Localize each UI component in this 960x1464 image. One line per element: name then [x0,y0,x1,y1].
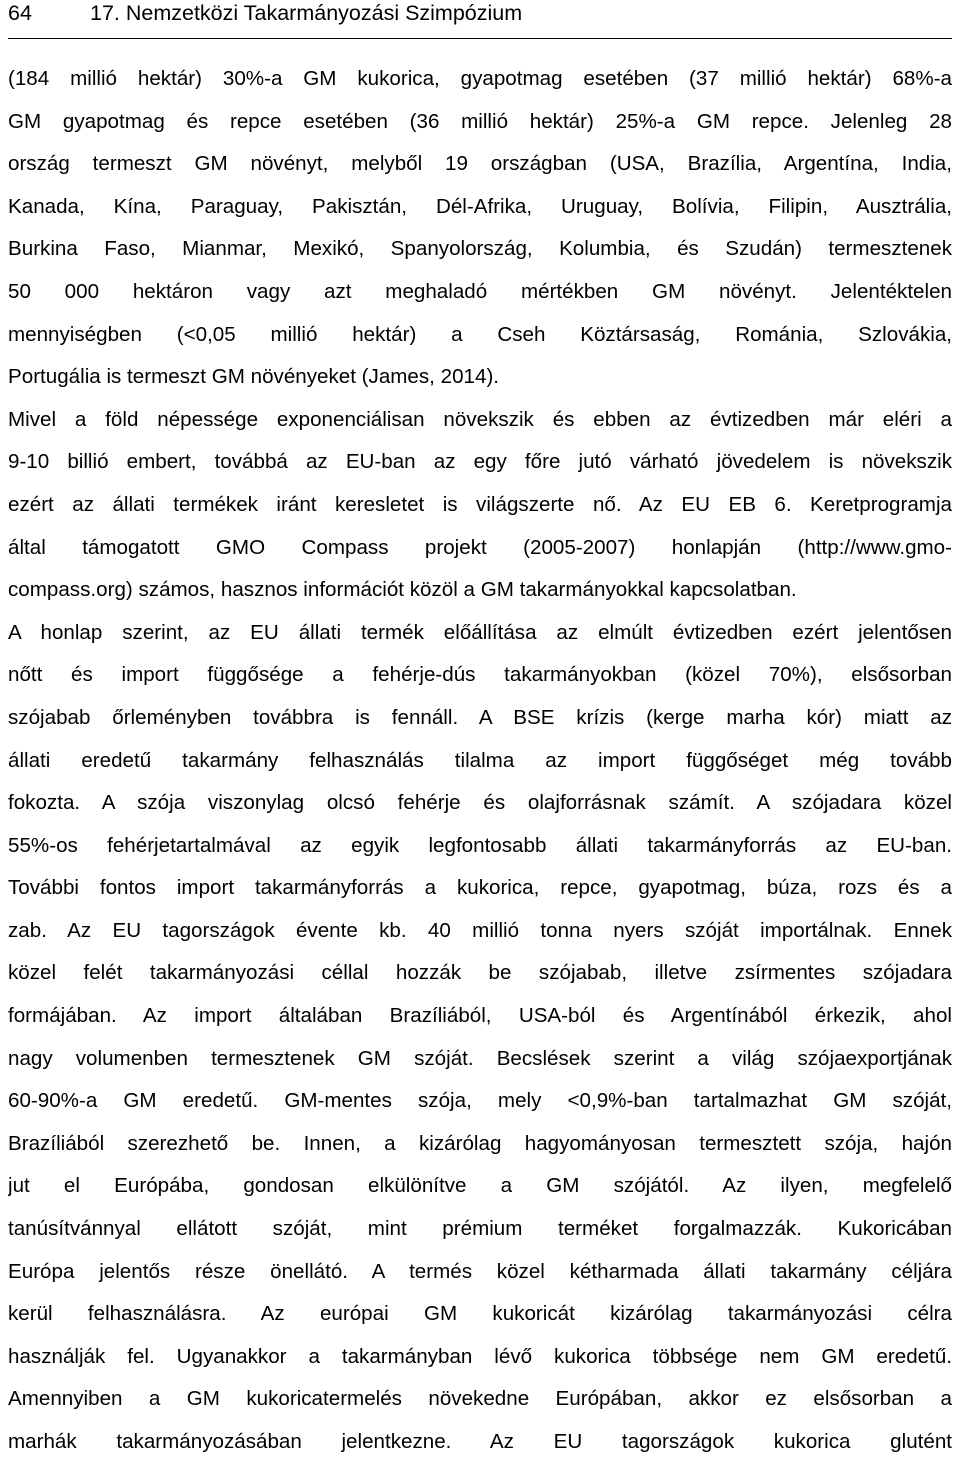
text-line: mennyiségben (<0,05 millió hektár) a Cseh Köztársaság, Románia, Szlovákia, [8,322,952,346]
text-line: kerül felhasználásra. Az európai GM kukoricát kizárólag takarmányozási célra [8,1302,952,1326]
text-line: ezért az állati termékek iránt keresletet is világszerte nő. Az EU EB 6. Keretprogramja [8,492,952,516]
text-line: formájában. Az import általában Brazíliából, USA-ból és Argentínából érkezik, ahol [8,1004,952,1028]
text-line: ország termeszt GM növényt, melyből 19 országban (USA, Brazília, Argentína, India, [8,152,952,176]
text-line: fokozta. A szója viszonylag olcsó fehérje és olajforrásnak számít. A szójadara közel [8,791,952,815]
running-title: 17. Nemzetközi Takarmányozási Szimpózium [90,1,523,25]
text-line: Európa jelentős része önellátó. A termés közel kétharmada állati takarmány céljára [8,1259,952,1283]
text-line: jut el Európába, gondosan elkülönítve a GM szójától. Az ilyen, megfelelő [8,1174,952,1198]
text-line: 9-10 billió embert, továbbá az EU-ban az egy főre jutó várható jövedelem is növekszik [8,450,952,474]
text-line: állati eredetű takarmány felhasználás tilalma az import függőséget még tovább [8,748,952,772]
text-line: nőtt és import függősége a fehérje-dús takarmányokban (közel 70%), elsősorban [8,663,952,687]
text-line: A honlap szerint, az EU állati termék előállítása az elmúlt évtizedben ezért jelentősen [8,620,952,644]
text-line: (184 millió hektár) 30%-a GM kukorica, gyapotmag esetében (37 millió hektár) 68%-a [8,67,952,90]
text-line: 50 000 hektáron vagy azt meghaladó mértékben GM növényt. Jelentéktelen [8,279,952,303]
text-line: Amennyiben a GM kukoricatermelés növekedne Európában, akkor ez elsősorban a [8,1387,952,1411]
text-line: zab. Az EU tagországok évente kb. 40 millió tonna nyers szóját importálnak. Ennek [8,918,952,942]
text-line: Portugália is termeszt GM növényeket (James, 2014). [8,365,500,389]
page-header [8,0,952,39]
text-line: Brazíliából szerezhető be. Innen, a kizárólag hagyományosan termesztett szója, hajón [8,1131,952,1155]
text-line: használják fel. Ugyanakkor a takarmányban lévő kukorica többsége nem GM eredetű. [8,1344,952,1368]
page-number: 64 [8,1,32,25]
text-line: Kanada, Kína, Paraguay, Pakisztán, Dél-Afrika, Uruguay, Bolívia, Filipin, Ausztrália, [8,194,952,218]
text-line: közel felét takarmányozási céllal hozzák be szójabab, illetve zsírmentes szójadara [8,961,952,985]
text-line: Burkina Faso, Mianmar, Mexikó, Spanyolország, Kolumbia, és Szudán) termesztenek [8,237,952,261]
text-line: További fontos import takarmányforrás a kukorica, repce, gyapotmag, búza, rozs és a [8,876,952,900]
text-line: tanúsítvánnyal ellátott szóját, mint prémium terméket forgalmazzák. Kukoricában [8,1217,952,1241]
text-line: GM gyapotmag és repce esetében (36 millió hektár) 25%-a GM repce. Jelenleg 28 [8,109,952,133]
text-line: compass.org) számos, hasznos információt közöl a GM takarmányokkal kapcsolatban. [8,578,797,602]
text-line: szójabab őrleményben továbbra is fennáll. A BSE krízis (kerge marha kór) miatt az [8,705,952,729]
text-line: 55%-os fehérjetartalmával az egyik legfontosabb állati takarmányforrás az EU-ban. [8,833,952,857]
text-line: marhák takarmányozásában jelentkezne. Az EU tagországok kukorica glutént [8,1430,952,1453]
body-text [8,58,952,1464]
text-line: által támogatott GMO Compass projekt (2005-2007) honlapján (http://www.gmo- [8,535,952,559]
text-line: 60-90%-a GM eredetű. GM-mentes szója, mely <0,9%-ban tartalmazhat GM szóját, [8,1089,952,1113]
text-line: nagy volumenben termesztenek GM szóját. Becslések szerint a világ szójaexportjának [8,1046,952,1070]
text-line: Mivel a föld népessége exponenciálisan növekszik és ebben az évtizedben már eléri a [8,407,952,431]
